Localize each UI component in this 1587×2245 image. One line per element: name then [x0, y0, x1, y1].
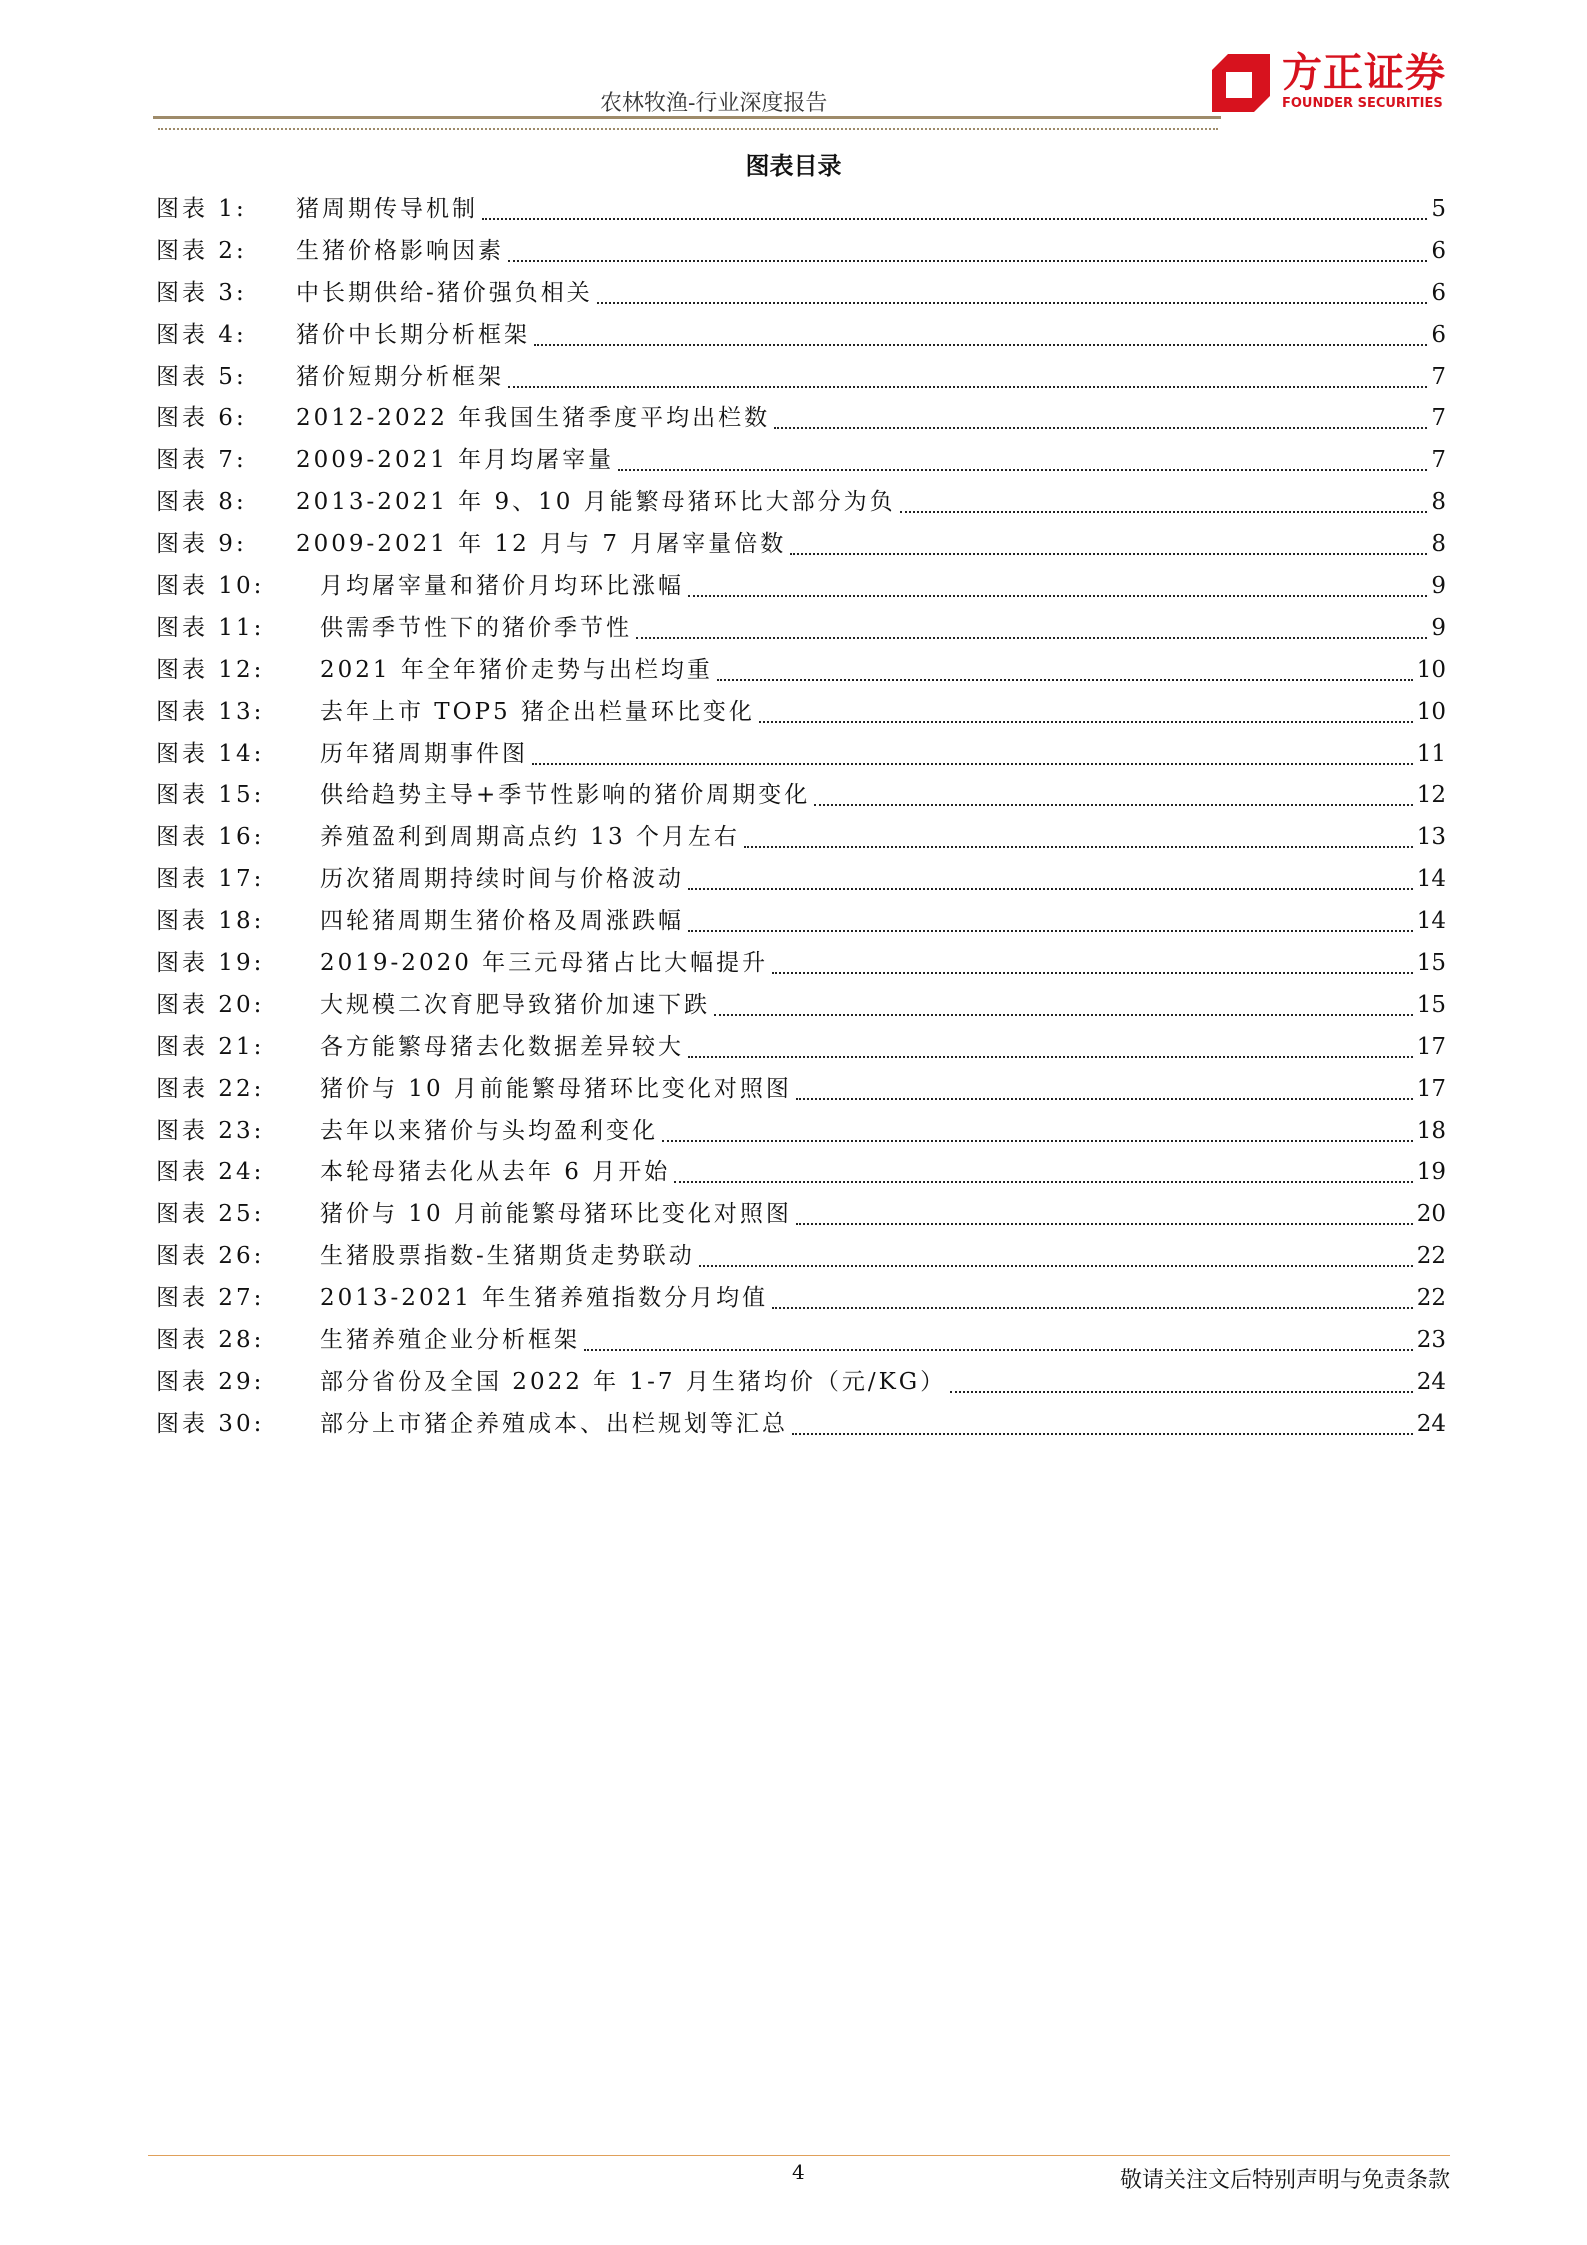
- toc-leader-dots: [482, 210, 1427, 220]
- toc-entry-title[interactable]: 生猪养殖企业分析框架: [320, 1326, 580, 1353]
- header-dotted-divider: [158, 128, 1218, 130]
- toc-leader-dots: [790, 545, 1427, 555]
- toc-entry-label: 图表 6:: [156, 405, 247, 432]
- toc-entry-label: 图表 11:: [156, 614, 265, 641]
- toc-entry[interactable]: [156, 565, 1446, 607]
- toc-entry[interactable]: [156, 1110, 1446, 1152]
- toc-entry-title[interactable]: 猪价与 10 月前能繁母猪环比变化对照图: [320, 1201, 792, 1228]
- toc-entry[interactable]: [156, 1193, 1446, 1235]
- toc-entry-page[interactable]: 6: [1431, 321, 1446, 348]
- toc-entry-title[interactable]: 各方能繁母猪去化数据差异较大: [320, 1033, 684, 1060]
- toc-entry[interactable]: [156, 733, 1446, 775]
- toc-leader-dots: [714, 1006, 1413, 1016]
- toc-entry-page[interactable]: 14: [1416, 866, 1446, 893]
- toc-entry-title[interactable]: 历年猪周期事件图: [320, 740, 528, 767]
- toc-entry-page[interactable]: 8: [1431, 531, 1446, 558]
- toc-leader-dots: [796, 1090, 1413, 1100]
- toc-entry-page[interactable]: 22: [1416, 1243, 1446, 1270]
- toc-entry-title[interactable]: 四轮猪周期生猪价格及周涨跌幅: [320, 908, 684, 935]
- toc-entry[interactable]: [156, 1361, 1446, 1403]
- logo-english: FOUNDER SECURITIES: [1282, 96, 1443, 111]
- toc-entry-page[interactable]: 9: [1431, 614, 1446, 641]
- toc-entry-page[interactable]: 17: [1416, 1075, 1446, 1102]
- toc-entry-label: 图表 19:: [156, 949, 265, 976]
- toc-entry-title[interactable]: 2019-2020 年三元母猪占比大幅提升: [320, 949, 769, 976]
- toc-entry-label: 图表 5:: [156, 363, 247, 390]
- toc-leader-dots: [688, 1048, 1413, 1058]
- toc-entry[interactable]: [156, 481, 1446, 523]
- toc-entry[interactable]: [156, 1151, 1446, 1193]
- toc-entry-page[interactable]: 24: [1416, 1410, 1446, 1437]
- toc-entry-page[interactable]: 5: [1431, 195, 1446, 222]
- toc-entry-label: 图表 26:: [156, 1243, 265, 1270]
- toc-entry-label: 图表 29:: [156, 1368, 265, 1395]
- toc-entry[interactable]: [156, 816, 1446, 858]
- toc-leader-dots: [584, 1341, 1413, 1351]
- toc-entry-label: 图表 22:: [156, 1075, 265, 1102]
- toc-entry-label: 图表 24:: [156, 1159, 265, 1186]
- toc-entry-title[interactable]: 供需季节性下的猪价季节性: [320, 614, 632, 641]
- header-divider: [153, 116, 1221, 119]
- toc-entry[interactable]: [156, 397, 1446, 439]
- toc-leader-dots: [688, 922, 1413, 932]
- toc-entry-title[interactable]: 猪周期传导机制: [296, 195, 478, 222]
- toc-leader-dots: [532, 755, 1413, 765]
- toc-entry-title[interactable]: 养殖盈利到周期高点约 13 个月左右: [320, 824, 740, 851]
- toc-entry-page[interactable]: 6: [1431, 279, 1446, 306]
- toc-entry-label: 图表 16:: [156, 824, 265, 851]
- toc-leader-dots: [772, 1299, 1413, 1309]
- toc-leader-dots: [796, 1215, 1413, 1225]
- toc-entry-label: 图表 13:: [156, 698, 265, 725]
- toc-entry-title[interactable]: 去年以来猪价与头均盈利变化: [320, 1117, 658, 1144]
- toc-list: [156, 188, 1446, 1445]
- toc-entry[interactable]: [156, 691, 1446, 733]
- header-title: 农林牧渔-行业深度报告: [600, 91, 828, 116]
- toc-entry-title[interactable]: 部分省份及全国 2022 年 1-7 月生猪均价（元/KG）: [320, 1368, 947, 1395]
- toc-entry-title[interactable]: 去年上市 TOP5 猪企出栏量环比变化: [320, 698, 755, 725]
- toc-entry-page[interactable]: 10: [1416, 656, 1446, 683]
- toc-entry-page[interactable]: 15: [1416, 991, 1446, 1018]
- toc-entry-label: 图表 27:: [156, 1285, 265, 1312]
- toc-entry-title[interactable]: 大规模二次育肥导致猪价加速下跌: [320, 991, 710, 1018]
- toc-entry[interactable]: [156, 1319, 1446, 1361]
- toc-entry[interactable]: [156, 774, 1446, 816]
- toc-entry-label: 图表 7:: [156, 447, 247, 474]
- toc-leader-dots: [662, 1132, 1413, 1142]
- toc-entry-page[interactable]: 13: [1416, 824, 1446, 851]
- toc-leader-dots: [772, 964, 1413, 974]
- toc-leader-dots: [597, 294, 1428, 304]
- toc-entry-page[interactable]: 6: [1431, 237, 1446, 264]
- toc-entry[interactable]: [156, 272, 1446, 314]
- toc-entry-page[interactable]: 7: [1431, 447, 1446, 474]
- toc-entry-title[interactable]: 2013-2021 年 9、10 月能繁母猪环比大部分为负: [296, 489, 896, 516]
- toc-entry[interactable]: [156, 1026, 1446, 1068]
- toc-leader-dots: [508, 252, 1427, 262]
- toc-entry-page[interactable]: 20: [1416, 1201, 1446, 1228]
- toc-entry-page[interactable]: 8: [1431, 489, 1446, 516]
- toc-entry-title[interactable]: 2021 年全年猪价走势与出栏均重: [320, 656, 713, 683]
- toc-entry-label: 图表 4:: [156, 321, 247, 348]
- toc-entry-label: 图表 1:: [156, 195, 247, 222]
- logo-chinese: 方正证券: [1282, 50, 1446, 96]
- toc-entry-page[interactable]: 7: [1431, 363, 1446, 390]
- page-number: 4: [792, 2160, 805, 2184]
- footer-divider: [148, 2155, 1450, 2156]
- toc-entry-page[interactable]: 15: [1416, 949, 1446, 976]
- toc-leader-dots: [699, 1257, 1413, 1267]
- toc-entry[interactable]: [156, 1403, 1446, 1445]
- toc-entry-page[interactable]: 10: [1416, 698, 1446, 725]
- toc-leader-dots: [534, 336, 1427, 346]
- toc-entry-page[interactable]: 14: [1416, 908, 1446, 935]
- toc-entry-label: 图表 10:: [156, 572, 265, 599]
- toc-entry[interactable]: [156, 356, 1446, 398]
- toc-entry-page[interactable]: 12: [1416, 782, 1446, 809]
- toc-entry[interactable]: [156, 900, 1446, 942]
- toc-leader-dots: [950, 1383, 1413, 1393]
- toc-entry-label: 图表 30:: [156, 1410, 265, 1437]
- toc-entry-title[interactable]: 猪价中长期分析框架: [296, 321, 530, 348]
- toc-entry-title[interactable]: 生猪股票指数-生猪期货走势联动: [320, 1243, 695, 1270]
- toc-entry[interactable]: [156, 439, 1446, 481]
- toc-entry-title[interactable]: 2009-2021 年 12 月与 7 月屠宰量倍数: [296, 531, 787, 558]
- toc-entry-title[interactable]: 中长期供给-猪价强负相关: [296, 279, 593, 306]
- toc-leader-dots: [900, 503, 1428, 513]
- toc-entry[interactable]: [156, 1068, 1446, 1110]
- toc-entry-label: 图表 28:: [156, 1326, 265, 1353]
- toc-leader-dots: [759, 713, 1413, 723]
- toc-entry-title[interactable]: 猪价与 10 月前能繁母猪环比变化对照图: [320, 1075, 792, 1102]
- toc-leader-dots: [508, 378, 1427, 388]
- toc-title: 图表目录: [745, 151, 842, 180]
- toc-entry-page[interactable]: 23: [1416, 1326, 1446, 1353]
- toc-entry-page[interactable]: 7: [1431, 405, 1446, 432]
- toc-leader-dots: [814, 796, 1412, 806]
- toc-entry-label: 图表 8:: [156, 489, 247, 516]
- toc-entry-label: 图表 3:: [156, 279, 247, 306]
- toc-entry-title[interactable]: 2009-2021 年月均屠宰量: [296, 447, 615, 474]
- toc-entry-label: 图表 20:: [156, 991, 265, 1018]
- toc-entry-title[interactable]: 本轮母猪去化从去年 6 月开始: [320, 1159, 671, 1186]
- toc-leader-dots: [618, 461, 1427, 471]
- logo-mark-icon: [1212, 54, 1270, 112]
- toc-entry[interactable]: [156, 1277, 1446, 1319]
- footer-disclaimer: 敬请关注文后特别声明与免责条款: [1119, 2168, 1450, 2193]
- toc-entry-title[interactable]: 2012-2022 年我国生猪季度平均出栏数: [296, 405, 771, 432]
- toc-entry-title[interactable]: 月均屠宰量和猪价月均环比涨幅: [320, 572, 684, 599]
- toc-entry-page[interactable]: 24: [1416, 1368, 1446, 1395]
- toc-leader-dots: [744, 838, 1413, 848]
- toc-entry-label: 图表 23:: [156, 1117, 265, 1144]
- toc-entry-label: 图表 12:: [156, 656, 265, 683]
- toc-entry-title[interactable]: 历次猪周期持续时间与价格波动: [320, 866, 684, 893]
- toc-leader-dots: [688, 587, 1427, 597]
- toc-entry-page[interactable]: 22: [1416, 1285, 1446, 1312]
- toc-entry-title[interactable]: 部分上市猪企养殖成本、出栏规划等汇总: [320, 1410, 788, 1437]
- toc-entry-label: 图表 2:: [156, 237, 247, 264]
- toc-entry-label: 图表 14:: [156, 740, 265, 767]
- toc-leader-dots: [774, 419, 1427, 429]
- toc-entry-title[interactable]: 猪价短期分析框架: [296, 363, 504, 390]
- toc-leader-dots: [674, 1173, 1412, 1183]
- toc-entry-label: 图表 15:: [156, 782, 265, 809]
- toc-entry[interactable]: [156, 984, 1446, 1026]
- toc-entry[interactable]: [156, 188, 1446, 230]
- toc-entry-page[interactable]: 18: [1416, 1117, 1446, 1144]
- toc-entry[interactable]: [156, 523, 1446, 565]
- toc-entry-label: 图表 25:: [156, 1201, 265, 1228]
- toc-entry-title[interactable]: 2013-2021 年生猪养殖指数分月均值: [320, 1285, 769, 1312]
- toc-entry-page[interactable]: 19: [1416, 1159, 1446, 1186]
- toc-entry[interactable]: [156, 942, 1446, 984]
- toc-entry-label: 图表 21:: [156, 1033, 265, 1060]
- toc-entry[interactable]: [156, 858, 1446, 900]
- toc-entry[interactable]: [156, 230, 1446, 272]
- toc-leader-dots: [717, 671, 1413, 681]
- toc-leader-dots: [792, 1425, 1413, 1435]
- toc-entry-title[interactable]: 生猪价格影响因素: [296, 237, 504, 264]
- toc-leader-dots: [636, 629, 1427, 639]
- toc-entry-title[interactable]: 供给趋势主导+季节性影响的猪价周期变化: [320, 782, 811, 809]
- toc-entry-page[interactable]: 9: [1431, 572, 1446, 599]
- toc-entry-label: 图表 17:: [156, 866, 265, 893]
- toc-entry-label: 图表 9:: [156, 531, 247, 558]
- toc-entry-page[interactable]: 11: [1416, 740, 1446, 767]
- toc-entry[interactable]: [156, 314, 1446, 356]
- toc-entry[interactable]: [156, 607, 1446, 649]
- toc-entry[interactable]: [156, 1235, 1446, 1277]
- toc-entry[interactable]: [156, 649, 1446, 691]
- toc-entry-label: 图表 18:: [156, 908, 265, 935]
- toc-entry-page[interactable]: 17: [1416, 1033, 1446, 1060]
- founder-securities-logo: [1212, 50, 1462, 116]
- toc-leader-dots: [688, 880, 1413, 890]
